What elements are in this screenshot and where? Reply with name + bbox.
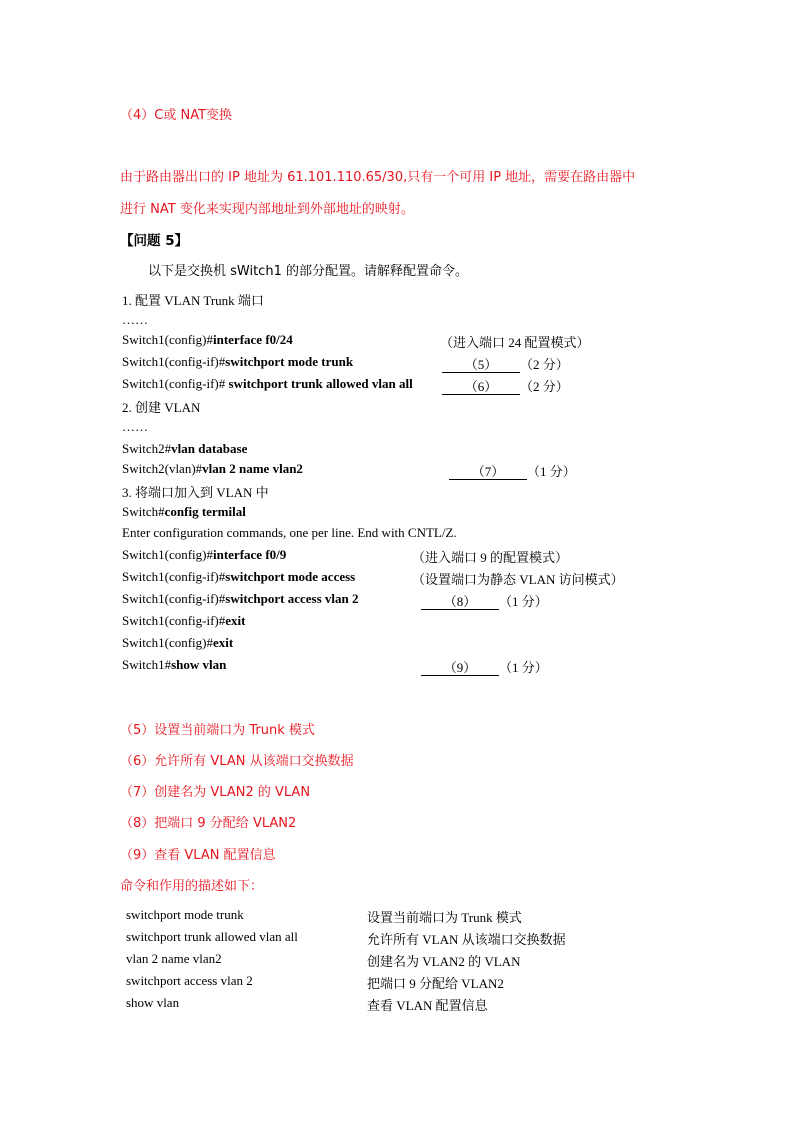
answer-7: （7）创建名为 VLAN2 的 VLAN: [120, 785, 311, 800]
blank: （8）: [421, 594, 499, 610]
score: （2 分）: [520, 379, 569, 394]
config-line: [122, 376, 413, 392]
command: switchport mode access: [225, 569, 356, 584]
score: （2 分）: [520, 357, 569, 372]
table-description: 把端口 9 分配给 VLAN2: [367, 976, 504, 991]
score: （1 分）: [499, 594, 548, 609]
config-line: [122, 591, 359, 607]
table-command: switchport access vlan 2: [126, 973, 253, 988]
prompt: Switch1(config-if)#: [122, 569, 226, 584]
answer-5: （5）设置当前端口为 Trunk 模式: [120, 723, 315, 738]
table-description: 查看 VLAN 配置信息: [367, 998, 488, 1013]
config-note: （进入端口 24 配置模式）: [440, 335, 590, 350]
prompt: Switch1(config)#: [122, 332, 213, 347]
table-command: vlan 2 name vlan2: [126, 951, 222, 966]
command: interface f0/24: [212, 332, 293, 347]
answer-9: （9）查看 VLAN 配置信息: [120, 848, 276, 863]
table-command: switchport trunk allowed vlan all: [126, 929, 298, 944]
table-command: show vlan: [126, 995, 180, 1010]
command: vlan 2 name vlan2: [202, 461, 303, 476]
ellipsis: ……: [122, 419, 148, 434]
command: config termilal: [164, 504, 246, 519]
question-5-description: 以下是交换机 sWitch1 的部分配置。请解释配置命令。: [148, 264, 468, 279]
prompt: Switch2(vlan)#: [122, 461, 203, 476]
command: switchport trunk allowed vlan all: [228, 376, 413, 391]
config-line: [122, 635, 233, 651]
prompt: Switch1(config-if)#: [122, 376, 229, 391]
answer-blank-9: [421, 657, 548, 676]
command: exit: [225, 613, 246, 628]
blank: （9）: [421, 660, 499, 676]
answer-blank-5: [442, 354, 569, 373]
command: show vlan: [171, 657, 227, 672]
command: vlan database: [171, 441, 248, 456]
prompt: Switch2#: [122, 441, 172, 456]
table-description: 允许所有 VLAN 从该端口交换数据: [367, 932, 566, 947]
config-line: [122, 354, 353, 370]
config-line: [122, 332, 293, 348]
blank: （7）: [449, 464, 527, 480]
answer-blank-8: [421, 591, 548, 610]
command: switchport mode trunk: [225, 354, 354, 369]
command: interface f0/9: [212, 547, 287, 562]
config-line: [122, 569, 355, 585]
table-intro: 命令和作用的描述如下：: [120, 879, 264, 894]
prompt: Switch1(config)#: [122, 635, 213, 650]
command: exit: [212, 635, 234, 650]
config-line: [122, 461, 303, 477]
command: switchport access vlan 2: [225, 591, 359, 606]
nat-explanation-line-1: 由于路由器出口的 IP 地址为 61.101.110.65/30,只有一个可用 IP 地址，需要在路由器中: [120, 170, 636, 185]
blank: （6）: [442, 379, 520, 395]
answer-6: （6）允许所有 VLAN 从该端口交换数据: [120, 754, 354, 769]
config-note: （设置端口为静态 VLAN 访问模式）: [412, 572, 624, 587]
ellipsis: ……: [122, 312, 148, 327]
config-line: [122, 441, 247, 457]
config-note: （进入端口 9 的配置模式）: [412, 550, 569, 565]
section-1-title: 1. 配置 VLAN Trunk 端口: [122, 293, 264, 308]
prompt: Switch1(config-if)#: [122, 354, 226, 369]
prompt: Switch1#: [122, 657, 172, 672]
section-3-title: 3. 将端口加入到 VLAN 中: [122, 485, 269, 500]
prompt: Switch1(config-if)#: [122, 591, 226, 606]
config-line: [122, 547, 286, 563]
table-description: 创建名为 VLAN2 的 VLAN: [367, 954, 521, 969]
nat-explanation-line-2: 进行 NAT 变化来实现内部地址到外部地址的映射。: [120, 202, 414, 217]
answer-8: （8）把端口 9 分配给 VLAN2: [120, 816, 297, 831]
config-message: Enter configuration commands, one per line. End with CNTL/Z.: [122, 525, 457, 540]
answer-item-4: （4）C或 NAT变换: [120, 108, 233, 123]
table-command: switchport mode trunk: [126, 907, 244, 922]
section-2-title: 2. 创建 VLAN: [122, 400, 201, 415]
answer-blank-7: [449, 461, 576, 480]
answer-blank-6: [442, 376, 569, 395]
config-line: [122, 613, 245, 629]
score: （1 分）: [527, 464, 576, 479]
config-line: [122, 657, 226, 673]
table-description: 设置当前端口为 Trunk 模式: [367, 910, 522, 925]
config-line: [122, 504, 246, 520]
blank: （5）: [442, 357, 520, 373]
score: （1 分）: [499, 660, 548, 675]
prompt: Switch1(config-if)#: [122, 613, 226, 628]
question-5-heading: 【问题 5】: [120, 233, 189, 249]
prompt: Switch#: [122, 504, 165, 519]
prompt: Switch1(config)#: [122, 547, 213, 562]
